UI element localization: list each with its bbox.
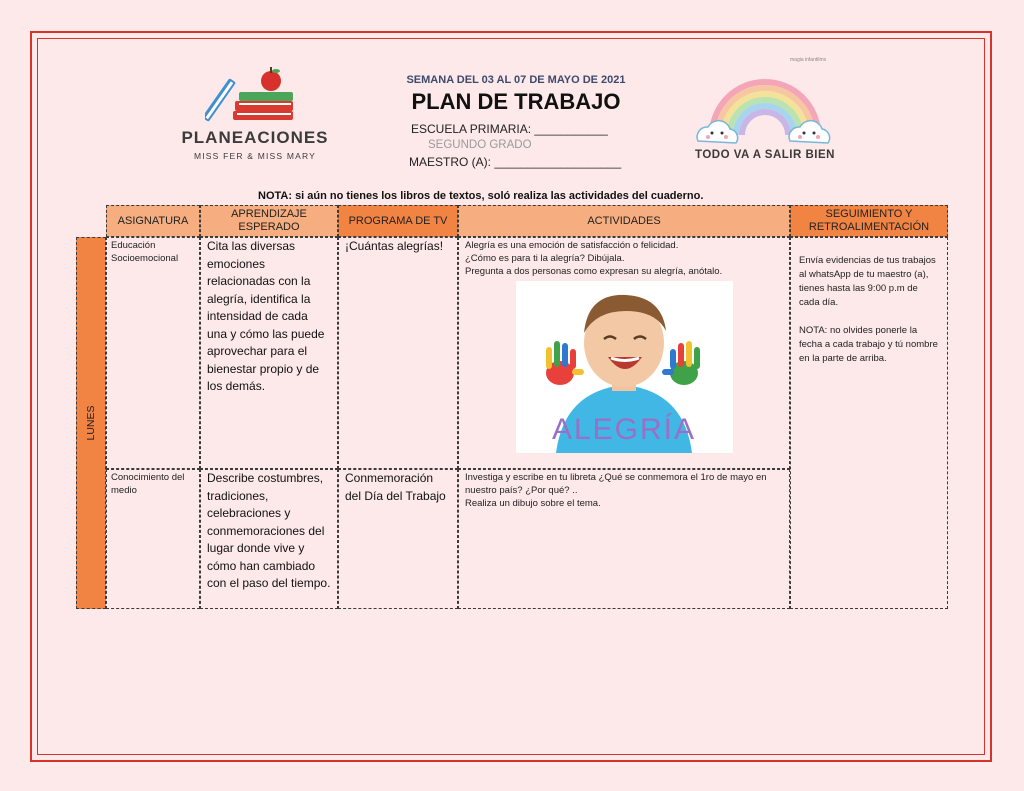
alegria-image-text: ALEGRÍA bbox=[551, 413, 697, 446]
row1-asignatura: Educación Socioemocional bbox=[106, 237, 200, 469]
books-apple-icon bbox=[205, 66, 305, 126]
nota-text: NOTA: si aún no tienes los libros de textos, soló realiza las actividades del cuaderno. bbox=[258, 190, 704, 202]
row1-programa: ¡Cuántas alegrías! bbox=[338, 237, 458, 469]
rainbow-badge bbox=[690, 55, 840, 167]
row2-aprendizaje: Describe costumbres, tradiciones, celebraciones y conmemoraciones del lugar donde vive y cómo han cambiado con el paso del tiempo. bbox=[200, 469, 338, 609]
logo-title: PLANEACIONES bbox=[181, 128, 329, 147]
row1-actividades: Alegría es una emoción de satisfacción o felicidad. ¿Cómo es para ti la alegría? Dibújala. Pregunta a dos personas como expresan su alegría, anótalo. bbox=[458, 237, 790, 469]
header-seguimiento: SEGUIMIENTO Y RETROALIMENTACIÓN bbox=[790, 205, 948, 237]
row1-aprendizaje: Cita las diversas emociones relacionadas con la alegría, identifica la intensidad de cada una y cómo las puede aprovechar para el bienestar propio y de los demás. bbox=[200, 237, 338, 469]
planeaciones-logo bbox=[170, 66, 350, 166]
row2-actividades: Investiga y escribe en tu libreta ¿Qué se conmemora el 1ro de mayo en nuestro país? ¿Por qué? .. Realiza un dibujo sobre el tema. bbox=[458, 469, 790, 609]
escuela-field: ESCUELA PRIMARIA: ___________ bbox=[411, 122, 608, 136]
day-label: LUNES bbox=[85, 405, 97, 441]
rainbow-icon bbox=[690, 63, 840, 155]
grado-label: SEGUNDO GRADO bbox=[428, 139, 532, 151]
row2-programa: Conmemoración del Día del Trabajo bbox=[338, 469, 458, 609]
seguimiento-p1: Envía evidencias de tus trabajos al whatsApp de tu maestro (a), tienes hasta las 9:00 p.m de cada día. bbox=[799, 255, 936, 308]
page-title: PLAN DE TRABAJO bbox=[411, 89, 621, 114]
header-asignatura: ASIGNATURA bbox=[106, 205, 200, 237]
badge-watermark: magia infantilmx bbox=[790, 57, 827, 63]
logo-subtitle: MISS FER & MISS MARY bbox=[193, 151, 317, 161]
day-cell bbox=[76, 237, 106, 609]
header-aprendizaje: APRENDIZAJE ESPERADO bbox=[200, 205, 338, 237]
seguimiento-p2: NOTA: no olvides ponerle la fecha a cada trabajo y tú nombre en la parte de arriba. bbox=[799, 325, 938, 364]
header-actividades: ACTIVIDADES bbox=[458, 205, 790, 237]
badge-text: TODO VA A SALIR BIEN bbox=[695, 149, 835, 161]
happy-child-image bbox=[516, 281, 733, 453]
plan-table bbox=[76, 205, 948, 609]
header-programa: PROGRAMA DE TV bbox=[338, 205, 458, 237]
maestro-field: MAESTRO (A): ___________________ bbox=[409, 155, 622, 169]
row2-asignatura: Conocimiento del medio bbox=[106, 469, 200, 609]
week-range: SEMANA DEL 03 AL 07 DE MAYO DE 2021 bbox=[406, 74, 626, 86]
seguimiento-cell bbox=[790, 237, 948, 609]
